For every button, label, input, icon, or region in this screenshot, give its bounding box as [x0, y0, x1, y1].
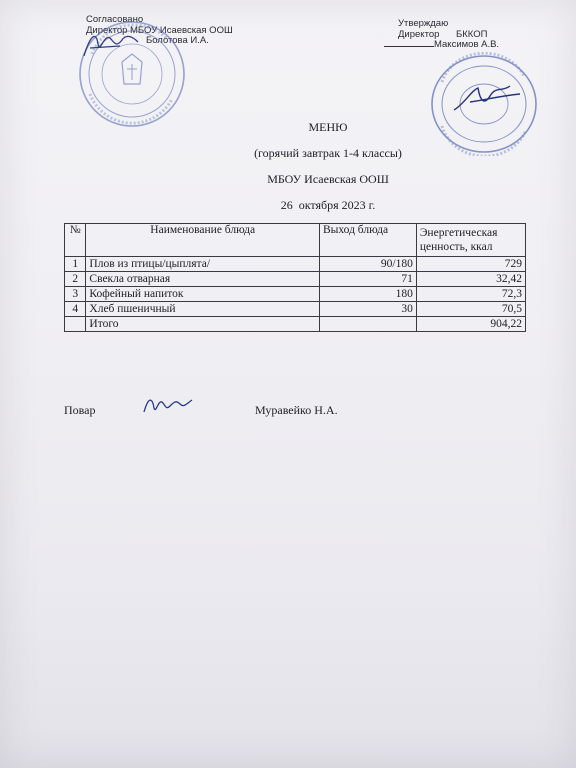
header-yield: Выход блюда: [319, 224, 416, 257]
row-energy: 32,42: [416, 272, 525, 287]
header-energy: Энергетическая ценность, ккал: [416, 224, 525, 257]
signature-right: [450, 80, 530, 116]
approval-right-org: БККОП: [456, 28, 488, 40]
signature-line-right: [384, 46, 434, 47]
row-energy: 70,5: [416, 302, 525, 317]
approval-block-right: [398, 19, 499, 51]
row-energy: 729: [416, 257, 525, 272]
cook-label: Повар: [64, 403, 96, 417]
row-yield: 90/180: [319, 257, 416, 272]
row-energy: 72,3: [416, 287, 525, 302]
approval-right-title: Утверждаю: [398, 18, 449, 29]
table-row: [65, 302, 526, 317]
row-yield: 30: [319, 302, 416, 317]
total-value: 904,22: [416, 317, 525, 332]
signature-cook: [140, 392, 196, 418]
header-dish-name: Наименование блюда: [86, 224, 320, 257]
total-yield-cell: [319, 317, 416, 332]
menu-table: [64, 223, 526, 332]
approval-left-name: Болотова И.А.: [146, 35, 209, 46]
approval-left-title: Согласовано: [86, 14, 144, 25]
cook-name: Муравейко Н.А.: [255, 403, 338, 417]
row-yield: 180: [319, 287, 416, 302]
document-title: МЕНЮ: [308, 120, 348, 134]
row-dish-name: Хлеб пшеничный: [86, 302, 320, 317]
table-row: [65, 272, 526, 287]
table-header-row: [65, 224, 526, 257]
row-yield: 71: [319, 272, 416, 287]
header-number: №: [65, 224, 86, 257]
row-number: 4: [65, 302, 86, 317]
row-dish-name: Кофейный напиток: [86, 287, 320, 302]
approval-right-name: Максимов А.В.: [434, 39, 500, 50]
approval-right-position: Директор: [398, 28, 440, 40]
row-dish-name: Свекла отварная: [86, 272, 320, 287]
signature-left: [80, 26, 150, 62]
menu-date: 26 октября 2023 г.: [280, 198, 376, 212]
row-number: 2: [65, 272, 86, 287]
school-name: МБОУ Исаевская ООШ: [267, 172, 389, 186]
row-dish-name: Плов из птицы/цыплята/: [86, 257, 320, 272]
total-number-cell: [65, 317, 86, 332]
table-total-row: [65, 317, 526, 332]
table-row: [65, 287, 526, 302]
row-number: 1: [65, 257, 86, 272]
document-subtitle: (горячий завтрак 1-4 классы): [254, 146, 402, 160]
row-number: 3: [65, 287, 86, 302]
table-row: [65, 257, 526, 272]
total-label: Итого: [86, 317, 320, 332]
approval-left-position: Директор МБОУ Исаевская ООШ: [86, 24, 233, 36]
